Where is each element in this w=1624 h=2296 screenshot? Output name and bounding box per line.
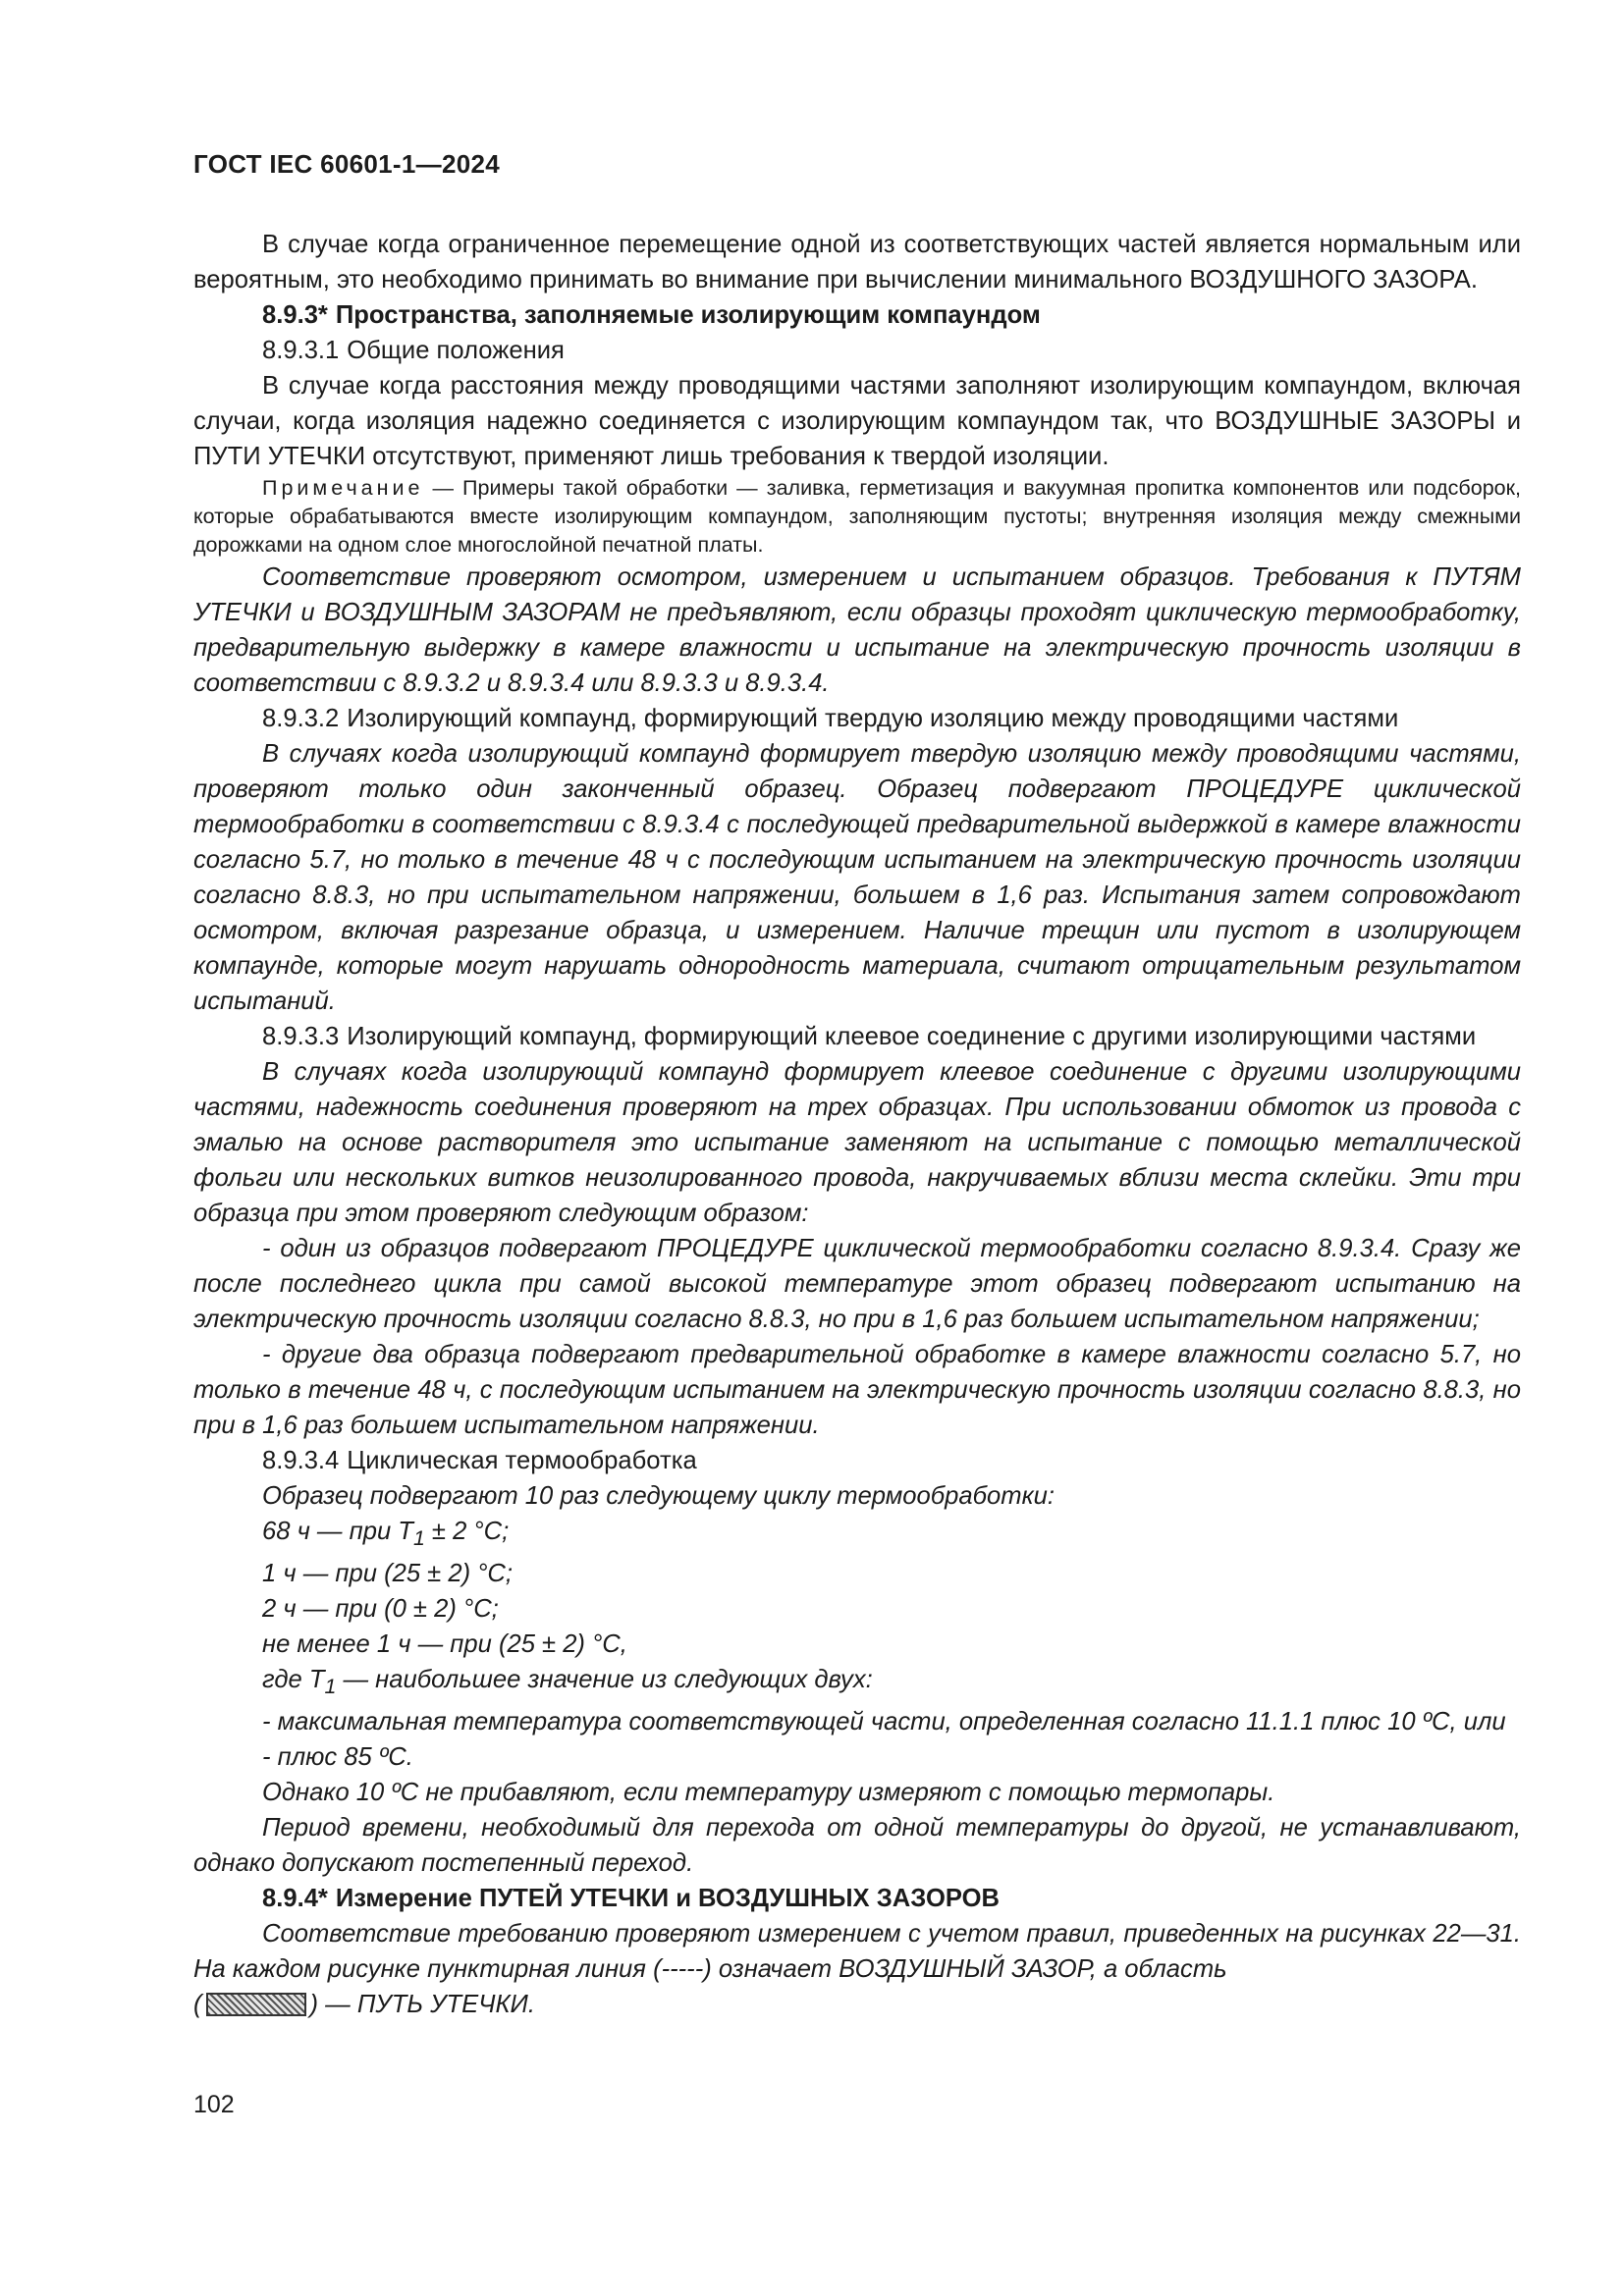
page-number: 102 [193,2091,235,2118]
subscript: 1 [412,1526,425,1551]
compliance-paragraph: В случаях когда изолирующий компаунд формирует твердую изоляцию между проводящими частями, проверяют только один законченный образец. Образец подвергают ПРОЦЕДУРЕ циклической термообработки в соответствии с 8.9.3.4 с последующей предварительной выдержкой в камере влажности согласно 5.7, но только в течение 48 ч с последующим испытанием на электрическую прочность изоляции согласно 8.8.3, но при испытательном напряжении, большем в 1,6 раз. Испытания затем сопровождают осмотром, включая разрезание образца, и измерением. Наличие трещин или пустот в изолирующем компаунде, которые могут нарушать однородность материала, считают отрицательным результатом испытаний. [193,740,1521,1015]
compliance-paragraph: Соответствие проверяют осмотром, измерением и испытанием образцов. Требования к ПУТЯМ УТЕЧКИ и ВОЗДУШНЫМ ЗАЗОРАМ не предъявляют, если образцы проходят циклическую термообработку, предварительную выдержку в камере влажности и испытание на электрическую прочность изоляции в соответствии с 8.9.3.2 и 8.9.3.4 или 8.9.3.3 и 8.9.3.4. [193,563,1521,697]
subsection-title: Общие положения [347,337,565,364]
subsection-number: 8.9.3.1 [262,337,340,364]
note [193,474,1521,560]
subsection-number: 8.9.3.2 [262,705,340,732]
paren-open: ( [193,1991,202,2019]
definition-text: — наибольшее значение из следующих двух: [336,1666,873,1694]
subsection-number: 8.9.3.4 [262,1447,340,1474]
subsection-heading-8-9-3-4 [193,1443,1521,1478]
paragraph: В случае когда ограниченное перемещение одной из соответствующих частей является нормальным или вероятным, это необходимо принимать во внимание при вычислении минимального ВОЗДУШНОГО ЗАЗОРА. [193,231,1521,294]
note-text: — Примеры такой обработки — заливка, герметизация и вакуумная пропитка компонентов или подсборок, которые обрабатываются вместе изолирующим компаундом, заполняющим пустоты; внутренняя изоляция между смежными дорожками на одном слое многослойной печатной платы. [193,476,1521,557]
definition [193,1662,1521,1704]
subsection-number: 8.9.3.3 [262,1023,340,1050]
document-id: ГОСТ IEC 60601-1—2024 [193,149,500,179]
subsection-title: Циклическая термообработка [347,1447,697,1474]
list-item: - плюс 85 ºС. [262,1743,413,1772]
cycle-step-text: 68 ч — при T [262,1518,413,1545]
subsection-heading-8-9-3-1 [193,333,1521,368]
definition-text: где T [262,1666,325,1694]
section-title: Измерение ПУТЕЙ УТЕЧКИ и ВОЗДУШНЫХ ЗАЗОРОВ [335,1885,1000,1913]
cycle-step: 2 ч — при (0 ± 2) °C; [262,1595,499,1624]
page-body [193,227,1521,2022]
list-item: - другие два образца подвергают предварительной обработке в камере влажности согласно 5.7, но только в течение 48 ч, с последующим испытанием на электрическую прочность изоляции согласно 8.8.3, но при в 1,6 раз большем испытательном напряжении. [193,1341,1521,1439]
paragraph: В случае когда расстояния между проводящими частями заполняют изолирующим компаундом, включая случаи, когда изоляция надежно соединяется с изолирующим компаундом так, что ВОЗДУШНЫЕ ЗАЗОРЫ и ПУТИ УТЕЧКИ отсутствуют, применяют лишь требования к твердой изоляции. [193,372,1521,470]
compliance-paragraph: Соответствие требованию проверяют измерением с учетом правил, приведенных на рисунках 22—31. На каждом рисунке пунктирная линия (-----) означает ВОЗДУШНЫЙ ЗАЗОР, а область [193,1920,1521,1984]
section-title: Пространства, заполняемые изолирующим компаундом [335,301,1041,329]
list-item: - максимальная температура соответствующей части, определенная согласно 11.1.1 плюс 10 ºС, или [262,1708,1506,1736]
legend-text: ) — ПУТЬ УТЕЧКИ. [309,1991,535,2019]
cycle-step-text: ± 2 °C; [424,1518,510,1545]
paragraph: Период времени, необходимый для перехода от одной температуры до другой, не устанавливают, однако допускают постепенный переход. [193,1814,1521,1878]
cycle-intro: Образец подвергают 10 раз следующему циклу термообработки: [262,1482,1056,1510]
subscript: 1 [324,1675,337,1699]
cycle-step [193,1514,1521,1556]
section-heading-8-9-4 [193,1881,1521,1916]
note-label: Примечание [262,476,424,500]
section-number: 8.9.4* [262,1885,328,1913]
list-item: - один из образцов подвергают ПРОЦЕДУРЕ циклической термообработки согласно 8.9.3.4. Сразу же после последнего цикла при самой высокой температуре этот образец подвергают испытанию на электрическую прочность изоляции согласно 8.8.3, но при в 1,6 раз большем испытательном напряжении; [193,1235,1521,1333]
section-number: 8.9.3* [262,301,328,329]
section-heading-8-9-3 [193,297,1521,333]
subsection-title: Изолирующий компаунд, формирующий твердую изоляцию между проводящими частями [347,705,1399,732]
subsection-heading-8-9-3-2 [193,701,1521,736]
subsection-heading-8-9-3-3 [193,1019,1521,1054]
hatch-swatch-icon [206,1993,306,2016]
paragraph: Однако 10 ºС не прибавляют, если температуру измеряют с помощью термопары. [262,1779,1275,1807]
cycle-step: 1 ч — при (25 ± 2) °C; [262,1560,514,1588]
subsection-title: Изолирующий компаунд, формирующий клеевое соединение с другими изолирующими частями [347,1023,1477,1050]
legend-line [193,1987,1521,2022]
compliance-paragraph: В случаях когда изолирующий компаунд формирует клеевое соединение с другими изолирующими частями, надежность соединения проверяют на трех образцах. При использовании обмоток из провода с эмалью на основе растворителя это испытание заменяют на испытание с помощью металлической фольги или нескольких витков неизолированного провода, накручиваемых вблизи места склейки. Эти три образца при этом проверяют следующим образом: [193,1058,1521,1227]
cycle-step: не менее 1 ч — при (25 ± 2) °C, [262,1630,627,1659]
